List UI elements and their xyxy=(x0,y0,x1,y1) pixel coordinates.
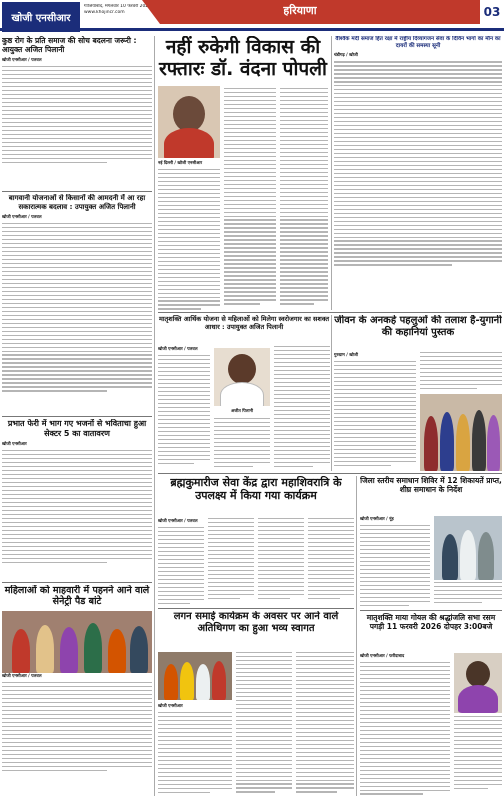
article-shraddhanjali-headline xyxy=(360,613,502,651)
article-dateline: चंडीगढ़ / खोजी xyxy=(334,52,358,58)
article-dateline: खोजी एनसीआर / नूंह xyxy=(360,516,394,521)
photo-maya-goyal xyxy=(454,653,502,713)
bk-col-4 xyxy=(308,518,354,606)
bk-col-2 xyxy=(208,518,254,606)
article-dateline: खोजी एनसीआर / पलवल xyxy=(2,57,42,62)
article-dateline: खोजी एनसीआर / पलवल xyxy=(158,518,198,523)
book-col-2 xyxy=(420,352,502,392)
article-leprosy xyxy=(2,36,152,190)
article-brahmakumari-headline xyxy=(158,476,354,516)
article-horticulture xyxy=(2,194,152,414)
lagan-col-1 xyxy=(158,703,232,797)
article-headline: वैश्विक मंदी समाज हित रक्षा में राष्ट्रीय दिव्यांगजन सेवा के दिविन भागों का मौन का दायरों की समस्या सूनी xyxy=(335,36,501,49)
photo-samadhan-shivir xyxy=(434,516,502,580)
masthead xyxy=(0,0,504,34)
column-rule xyxy=(154,36,155,796)
divider xyxy=(360,610,502,611)
lagan-col-2 xyxy=(236,652,292,797)
column-rule xyxy=(356,476,357,796)
article-headline: जिला स्तरीय समाधान शिविर में 12 शिकायतें प्राप्त, शीघ्र समाधान के निर्देश xyxy=(360,476,502,494)
photo-caption: अजीत पिलानी xyxy=(230,408,254,413)
edition-date: गाजियाबाद, मंगलवार 10 फरवरी 2026 xyxy=(84,4,152,9)
photo-lagan-event xyxy=(158,652,232,700)
edition-url: www.khojincr.com xyxy=(84,10,125,15)
article-headline: बागवानी योजनाओं से किसानों की आमदनी में आ रहा सकारात्मक बदलाव : उपायुक्त अजित पिलानी xyxy=(8,194,146,211)
column-rule xyxy=(331,36,332,310)
article-body xyxy=(2,223,152,392)
photo-vandana-popli xyxy=(158,86,220,158)
article-body xyxy=(2,682,152,771)
newspaper-logo: खोजी एनसीआर xyxy=(2,2,80,32)
photo-ajit-pilani xyxy=(214,348,270,406)
divider xyxy=(158,312,502,313)
article-headline: ब्रह्मकुमारीज सेवा केंद्र द्वारा महाशिवरात्रि के उपलक्ष्य में किया गया कार्यक्रम xyxy=(170,476,342,502)
article-dateline: खोजी एनसीआर / फरीदाबाद xyxy=(360,653,405,658)
page-number: 03 xyxy=(480,0,504,24)
article-body xyxy=(2,66,152,163)
section-title: हरियाणा xyxy=(283,4,317,17)
shraddhanjali-col-1 xyxy=(360,653,450,796)
divider xyxy=(2,191,152,192)
lead-col-3 xyxy=(280,88,328,310)
article-dateline: खोजी एनसीआर xyxy=(2,441,27,446)
article-dateline: नई दिल्ली / खोजी एनसीआर xyxy=(158,160,203,165)
article-lagan-headline xyxy=(158,611,354,651)
article-sanitary-pads xyxy=(2,585,152,797)
lead-col-1 xyxy=(158,160,220,310)
article-dateline: खोजी एनसीआर xyxy=(158,703,183,708)
article-headline: प्रभात फेरी में भाग गए भजनों से भविताचा हुआ सेक्टर 5 का वातावरण xyxy=(7,419,147,438)
article-body xyxy=(2,450,152,563)
article-dateline: गुरुग्राम / खोजी xyxy=(334,352,358,357)
article-right-top xyxy=(334,36,502,266)
bk-col-1 xyxy=(158,518,204,606)
article-headline: जीवन के अनकहे पहलुओं की तलाश है-युगानी की कहानियां पुस्तक xyxy=(334,315,502,338)
article-headline: कुष्ठ रोग के प्रति समाज की सोच बदलना जरूरी : आयुक्त अजित पिलानी xyxy=(2,36,137,54)
mid-col-2b xyxy=(214,418,270,471)
article-dateline: खोजी एनसीआर / पलवल xyxy=(2,673,42,678)
mid-col-3 xyxy=(274,346,330,471)
divider xyxy=(158,473,502,474)
article-headline: लगन समाई कार्यक्रम के अवसर पर आने वाले अतिथिगण का हुआ भव्य स्वागत xyxy=(173,611,339,634)
article-body xyxy=(334,61,502,266)
article-headline: मातृशक्ति आर्थिक योजना से महिलाओं को मिलेगा स्वरोजगार का सशक्त आधार : उपायुक्त अजित पिलानी xyxy=(158,315,330,331)
photo-women-group xyxy=(2,611,152,673)
divider xyxy=(158,608,354,609)
photo-book-launch xyxy=(420,394,502,471)
samadhan-col-2 xyxy=(434,582,502,608)
article-headline: मातृशक्ति माया गोयल की श्रद्धांजलि सभा रसम पगड़ी 11 फरवरी 2026 दोपहर 3:00बजे xyxy=(366,613,496,631)
article-samadhan-headline xyxy=(360,476,502,514)
lagan-col-3 xyxy=(296,652,354,797)
samadhan-col-1 xyxy=(360,516,430,608)
article-headline: महिलाओं को माहवारी में पहनने आने वाले सेनेट्री पैड बांटे xyxy=(4,585,150,607)
lead-headline: नहीं रुकेगी विकास की रफ्तारः डॉ. वंदना पोपली xyxy=(159,36,327,80)
column-rule xyxy=(331,315,332,471)
lead-col-2 xyxy=(224,88,276,310)
article-book-headline xyxy=(334,315,502,351)
article-lead-headline xyxy=(158,36,328,84)
article-prabhat-pheri xyxy=(2,419,152,581)
mid-col-1 xyxy=(158,346,210,471)
book-col-1 xyxy=(334,352,416,471)
masthead-rule xyxy=(0,28,504,31)
divider xyxy=(2,416,152,417)
article-dateline: खोजी एनसीआर / पलवल xyxy=(2,214,42,219)
article-dateline: खोजी एनसीआर / पलवल xyxy=(158,346,198,351)
divider xyxy=(2,582,152,583)
bk-col-3 xyxy=(258,518,304,606)
shraddhanjali-col-2 xyxy=(454,716,502,796)
